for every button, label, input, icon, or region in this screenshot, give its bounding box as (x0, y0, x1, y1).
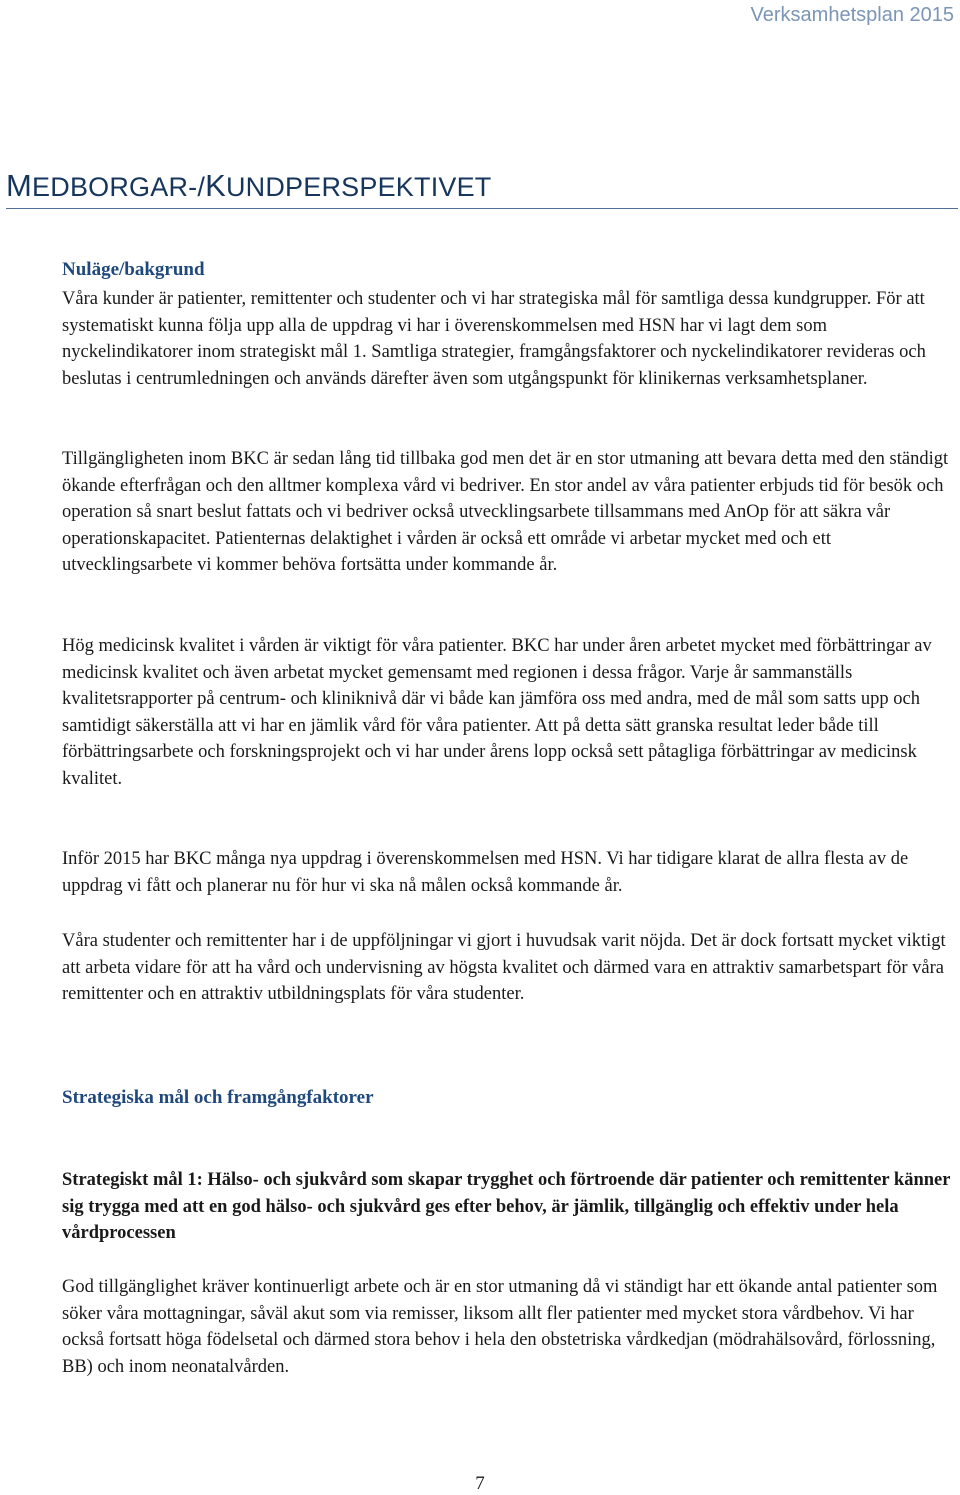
section-divider (6, 208, 958, 209)
paragraph-background-1: Våra kunder är patienter, remittenter och studenter och vi har strategiska mål för samtliga dessa kundgrupper. För att systematiskt kunna följa upp alla de uppdrag vi har i överenskommelsen med HSN har vi lagt dem som nyckelindikatorer inom strategiskt mål 1. Samtliga strategier, framgångsfaktorer och nyckelindikatorer revideras och beslutas i centrumledningen och används därefter även som utgångspunkt för klinikernas verksamhetsplaner. (62, 289, 926, 389)
paragraph-background-4: Inför 2015 har BKC många nya uppdrag i överenskommelsen med HSN. Vi har tidigare klarat de allra flesta av de uppdrag vi fått och planerar nu för hur vi ska nå målen också kommande år. (62, 849, 909, 896)
paragraph-background-5: Våra studenter och remittenter har i de uppföljningar vi gjort i huvudsak varit nöjda. Det är dock fortsatt mycket viktigt att arbeta vidare för att ha vård och undervisning av högsta kvalitet och därmed vara en attraktiv samarbetspart för våra remittenter och en attraktiv utbildningsplats för våra studenter. (62, 931, 946, 1005)
section-title-part-2: UNDPERSPEKTIVET (225, 172, 492, 202)
paragraph-background-3: Hög medicinsk kvalitet i vården är viktigt för våra patienter. BKC har under åren arbetet mycket med förbättringar av medicinsk kvalitet och även arbetat mycket gemensamt med regionen i dessa frågor. Varje år sammanställs kvalitetsrapporter på centrum- och kliniknivå där vi både kan jämföra oss med andra, med de mål som satts upp och samtidigt säkerställa att vi har en jämlik vård för våra patienter. Att på detta sätt granska resultat leder både till förbättringsarbete och forskningsprojekt och vi har under årens lopp också sett påtagliga förbättringar av medicinsk kvalitet. (62, 636, 932, 789)
section-title-part-1: EDBORGAR (32, 172, 189, 202)
strategic-goal-1-title: Strategiskt mål 1: Hälso- och sjukvård som skapar trygghet och förtroende där patienter och remittenter känner sig trygga med att en god hälso- och sjukvård ges efter behov, är jämlik, tillgänglig och effektiv under hela vårdprocessen (62, 1170, 951, 1244)
paragraph-background-2: Tillgängligheten inom BKC är sedan lång tid tillbaka god men det är en stor utmaning att bevara detta med den ständigt ökande efterfrågan och den alltmer komplexa vård vi bedriver. En stor andel av våra patienter erbjuds tid för besök och operation så snart beslut fattats och vi bedriver också utvecklingsarbete tillsammans med AnOp för att säkra vår operationskapacitet. Patienternas delaktighet i vården är också ett område vi arbetar mycket med och ett utvecklingsarbete vi kommer behöva fortsätta under kommande år. (62, 449, 949, 576)
section-title-cap-1: M (6, 168, 33, 203)
section-title (6, 168, 958, 204)
background-heading: Nuläge/bakgrund (62, 259, 205, 280)
section-title-separator: -/ (188, 172, 206, 202)
strategic-goal-1-text: God tillgänglighet kräver kontinuerligt arbete och är en stor utmaning då vi ständigt har ett ökande antal patienter som söker våra mottagningar, såväl akut som via remisser, liksom allt fler patienter med mycket stora vårdbehov. Vi har också fortsatt höga födelsetal och därmed stora behov i hela den obstetriska vårdkedjan (mödrahälsovård, förlossning, BB) och inom neonatalvården. (62, 1277, 938, 1377)
document-header: Verksamhetsplan 2015 (750, 4, 954, 26)
section-title-cap-2: K (205, 168, 226, 203)
page-number: 7 (475, 1473, 485, 1494)
strategic-heading: Strategiska mål och framgångfaktorer (62, 1087, 374, 1108)
